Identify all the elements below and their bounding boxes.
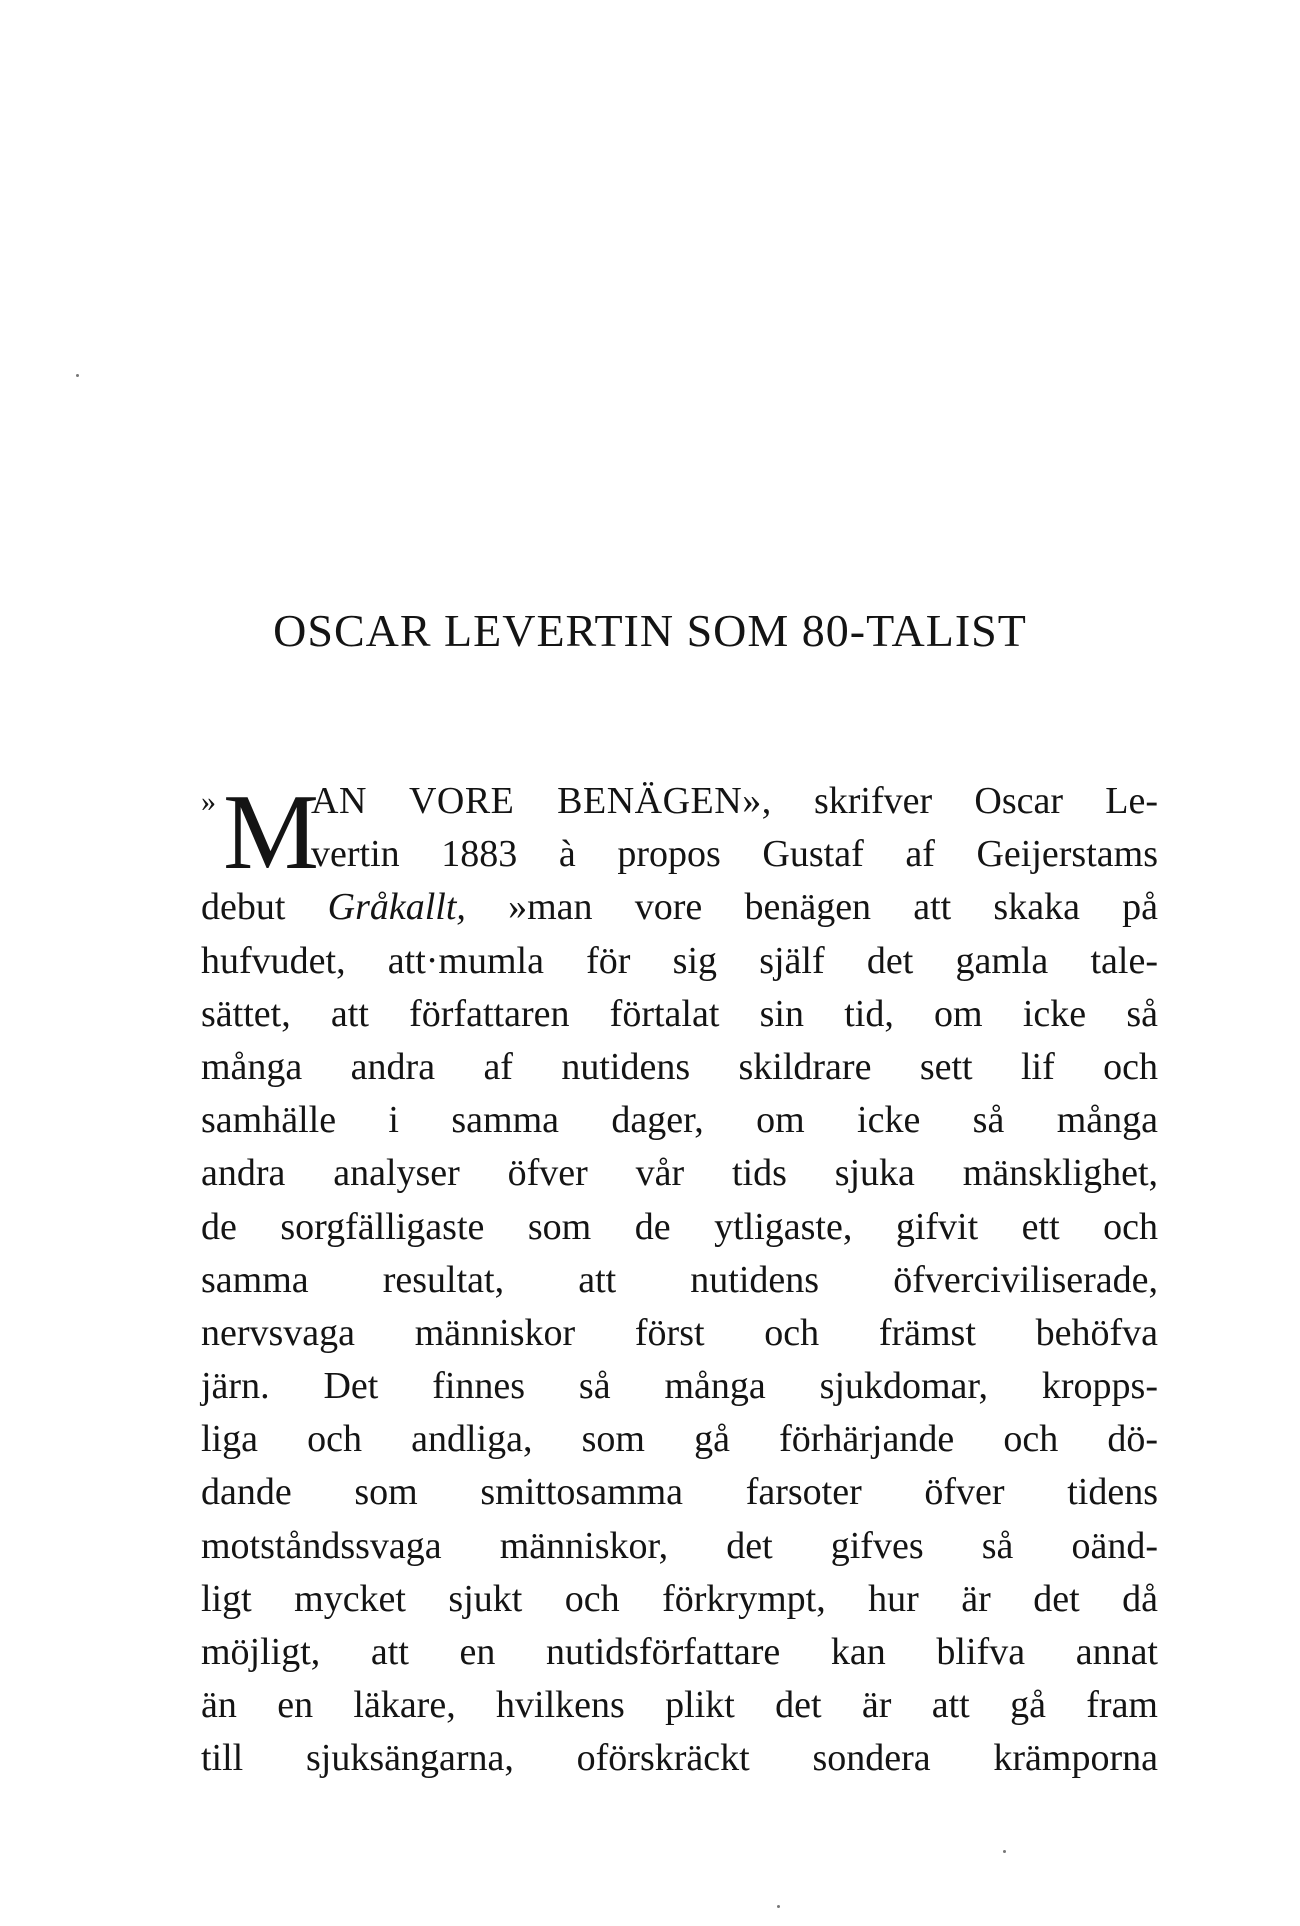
text-line-segment: debut (201, 886, 286, 929)
text-line: möjligt, att en nutidsförfattare kan blifva annat (201, 1631, 1158, 1673)
drop-cap: M (223, 773, 320, 892)
text-line: samma resultat, att nutidens öfverciviliserade, (201, 1258, 1158, 1301)
text-line (201, 881, 1158, 934)
print-speck (1003, 1850, 1006, 1853)
text-line: till sjuksängarna, oförskräckt sondera krämporna (201, 1737, 1158, 1780)
text-line: vertin 1883 à propos Gustaf af Geijerstams (311, 833, 1158, 876)
opening-paragraph-start (201, 773, 1159, 892)
text-line: nervsvaga människor först och främst behöfva (201, 1311, 1158, 1354)
print-speck (777, 1905, 780, 1908)
opening-caps: AN VORE BENÄGEN», (311, 780, 772, 822)
text-line: samhälle i samma dager, om icke så många (201, 1099, 1158, 1142)
text-line: järn. Det finnes så många sjukdomar, kropps- (201, 1365, 1158, 1408)
text-line-segment: »man vore benägen att skaka på (508, 886, 1159, 929)
text-line: många andra af nutidens skildrare sett lif och (201, 1045, 1158, 1088)
text-line: de sorgfälligaste som de ytligaste, gifvit ett och (201, 1205, 1158, 1248)
opening-quote-mark: » (201, 785, 216, 818)
text-line: liga och andliga, som gå förhärjande och dö- (201, 1418, 1158, 1461)
print-speck (76, 374, 79, 377)
body-text (201, 775, 1158, 1786)
text-line: än en läkare, hvilkens plikt det är att gå fram (201, 1684, 1158, 1727)
text-line: andra analyser öfver vår tids sjuka mänsklighet, (201, 1152, 1158, 1195)
text-line: dande som smittosamma farsoter öfver tidens (201, 1471, 1158, 1514)
text-line-segment: skrifver Oscar Le- (813, 780, 1159, 822)
text-line: hufvudet, att·mumla för sig själf det gamla tale- (201, 939, 1158, 982)
book-title-italic: Gråkallt, (327, 886, 466, 929)
text-line: sättet, att författaren förtalat sin tid, om icke så (201, 992, 1158, 1035)
text-line: ligt mycket sjukt och förkrympt, hur är det då (201, 1577, 1158, 1620)
text-line: motståndssvaga människor, det gifves så oänd- (201, 1524, 1158, 1567)
chapter-title: OSCAR LEVERTIN SOM 80-TALIST (273, 605, 1027, 656)
text-line (201, 775, 1158, 828)
